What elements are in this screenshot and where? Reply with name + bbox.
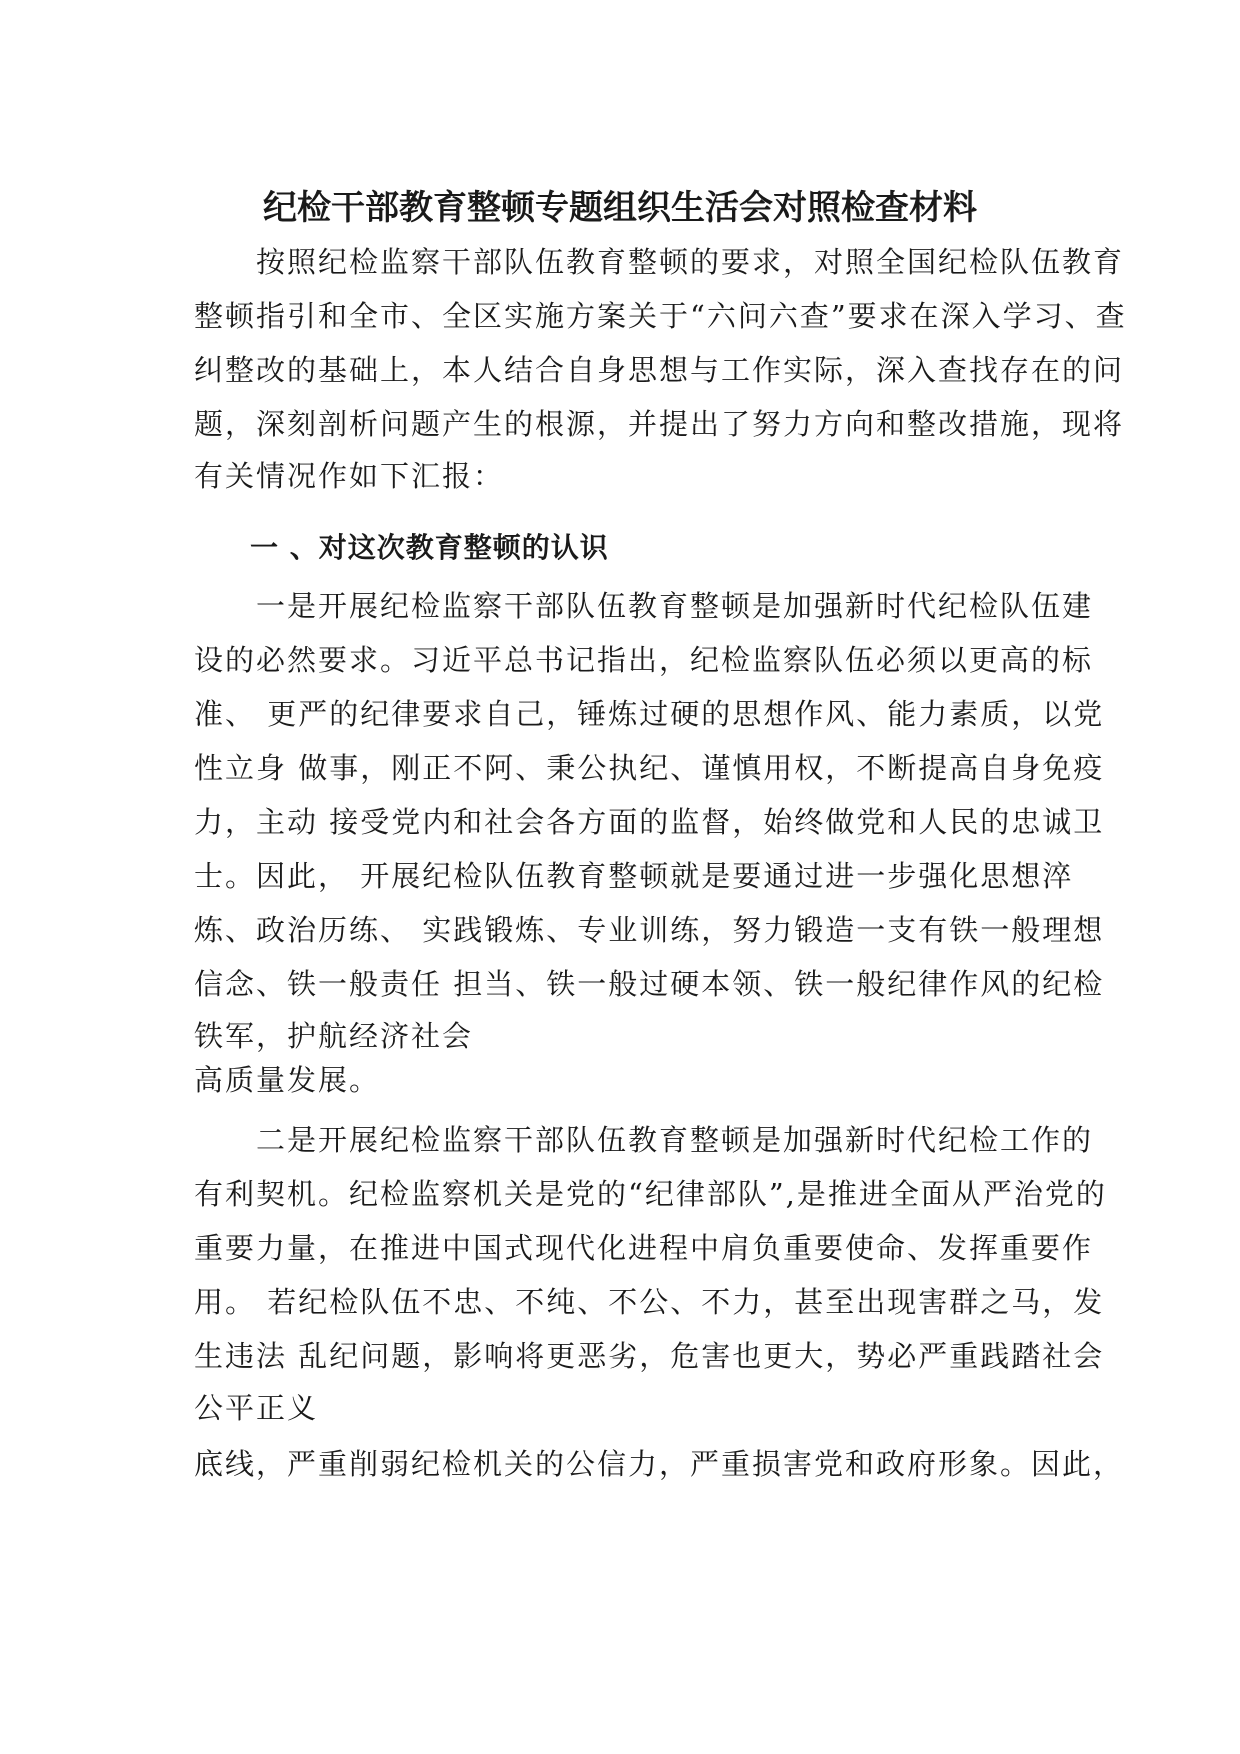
text-line: 一是开展纪检监察干部队伍教育整顿是加强新时代纪检队伍建 xyxy=(194,589,1094,623)
text-line: 二是开展纪检监察干部队伍教育整顿是加强新时代纪检工作的 xyxy=(194,1123,1094,1157)
text-line: 性立身 做事，刚正不阿、秉公执纪、谨慎用权，不断提高自身免疫 xyxy=(194,751,1105,785)
text-line: 底线，严重削弱纪检机关的公信力，严重损害党和政府形象。因此， xyxy=(194,1447,1125,1481)
text-line: 准、 更严的纪律要求自己，锤炼过硬的思想作风、能力素质，以党 xyxy=(194,697,1105,731)
text-line: 公平正义 xyxy=(194,1391,319,1425)
text-line: 按照纪检监察干部队伍教育整顿的要求，对照全国纪检队伍教育 xyxy=(194,245,1125,279)
text-line: 用。 若纪检队伍不忠、不纯、不公、不力，甚至出现害群之马，发 xyxy=(194,1285,1105,1319)
section-heading: 一 、对这次教育整顿的认识 xyxy=(250,531,609,564)
text-line: 有关情况作如下汇报： xyxy=(194,459,505,493)
text-line: 整顿指引和全市、全区实施方案关于“六问六查”要求在深入学习、查 xyxy=(194,299,1127,333)
text-line: 题，深刻剖析问题产生的根源，并提出了努力方向和整改措施，现将 xyxy=(194,407,1125,441)
text-line: 炼、政治历练、 实践锻炼、专业训练，努力锻造一支有铁一般理想 xyxy=(194,913,1105,947)
text-line: 铁军，护航经济社会 xyxy=(194,1019,474,1053)
text-line: 重要力量，在推进中国式现代化进程中肩负重要使命、发挥重要作 xyxy=(194,1231,1094,1265)
text-line: 信念、铁一般责任 担当、铁一般过硬本领、铁一般纪律作风的纪检 xyxy=(194,967,1105,1001)
text-line: 力，主动 接受党内和社会各方面的监督，始终做党和人民的忠诚卫 xyxy=(194,805,1105,839)
text-line: 设的必然要求。习近平总书记指出，纪检监察队伍必须以更高的标 xyxy=(194,643,1094,677)
text-line: 士。因此， 开展纪检队伍教育整顿就是要通过进一步强化思想淬 xyxy=(194,859,1074,893)
text-line: 生违法 乱纪问题，影响将更恶劣，危害也更大，势必严重践踏社会 xyxy=(194,1339,1105,1373)
text-line: 纠整改的基础上，本人结合自身思想与工作实际，深入查找存在的问 xyxy=(194,353,1125,387)
text-line: 有利契机。纪检监察机关是党的“纪律部队”,是推进全面从严治党的 xyxy=(194,1177,1107,1211)
document-title: 纪检干部教育整顿专题组织生活会对照检查材料 xyxy=(263,188,977,228)
text-line: 高质量发展。 xyxy=(194,1063,381,1097)
